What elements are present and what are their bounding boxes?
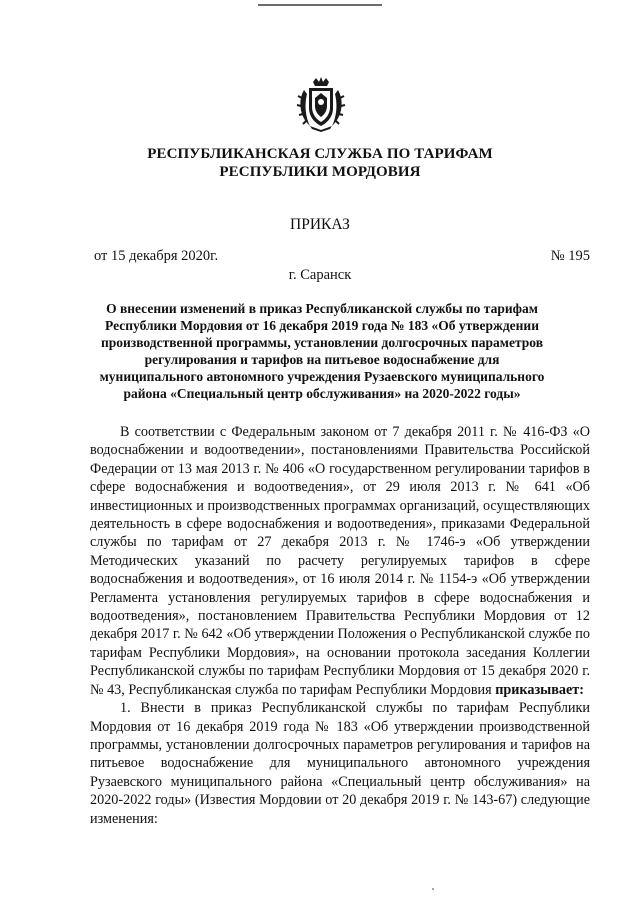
document-type: ПРИКАЗ [290, 216, 350, 233]
document-subject [88, 300, 556, 402]
scan-speck [432, 888, 434, 890]
orders-punct: : [579, 681, 585, 698]
item-1-paragraph: 1. Внести в приказ Республиканской службы по тарифам Республики Мордовия от 16 декабря 2019 года № 183 «Об утверждении производственной программы, установлении долгосрочных параметров регулирования и тарифов на питьевое водоснабжение для муниципального автономного учреждения Рузаевского муниципального района «Специальный центр обслуживания» на 2020-2022 годы» (Известия Мордовии от 20 декабря 2019 г. № 143-67) следующие изменения: [90, 700, 590, 827]
subject-line: Республики Мордовия от 16 декабря 2019 года № 183 «Об утверждении [105, 318, 539, 333]
preamble-paragraph [90, 423, 590, 699]
document-city: г. Саранск [288, 267, 352, 283]
subject-line: района «Специальный центр обслуживания» на 2020-2022 годы» [123, 386, 521, 401]
document-body [90, 423, 590, 828]
document-number: № 195 [550, 248, 590, 264]
subject-line: регулирования и тарифов на питьевое водоснабжение для [144, 352, 500, 367]
organization-line-2: РЕСПУБЛИКИ МОРДОВИЯ [219, 164, 421, 180]
subject-line: муниципального автономного учреждения Рузаевского муниципального [99, 369, 545, 384]
organization-line-1: РЕСПУБЛИКАНСКАЯ СЛУЖБА ПО ТАРИФАМ [147, 146, 493, 162]
orders-word: приказывает [495, 681, 580, 698]
preamble-text: В соответствии с Федеральным законом от 7 декабря 2011 г. № 416-ФЗ «О водоснабжении и водоотведении», постановлениями Правительства Российской Федерации от 13 мая 2013 г. № 406 «О государственном регулировании тарифов в сфере водоснабжения и водоотведения», от 29 июля 2013 г. № 641 «Об инвестиционных и производственных программах организаций, осуществляющих деятельность в сфере водоснабжения и водоотведения», приказами Федеральной службы по тарифам от 27 декабря 2013 г. № 1746-э «Об утверждении Методических указаний по расчету регулируемых тарифов в сфере водоснабжения и водоотведения», от 16 июля 2014 г. № 1154-э «Об утверждении Регламента установления регулируемых тарифов в сфере водоснабжения и водоотведения», постановлением Правительства Республики Мордовия от 12 декабря 2017 г. № 642 «Об утверждении Положения о Республиканской службе по тарифам Республики Мордовия», на основании протокола заседания Коллегии Республиканской службы по тарифам Республики Мордовия от 15 декабря 2020 г. № 43, Республиканская служба по тарифам Республики Мордовия [90, 424, 590, 698]
document-date: от 15 декабря 2020г. [94, 248, 219, 264]
scan-artifact [258, 4, 382, 6]
subject-line: производственной программы, установлении долгосрочных параметров [100, 335, 543, 350]
subject-line: О внесении изменений в приказ Республиканской службы по тарифам [106, 301, 538, 316]
organization-name [60, 145, 580, 181]
coat-of-arms-icon [296, 76, 346, 132]
